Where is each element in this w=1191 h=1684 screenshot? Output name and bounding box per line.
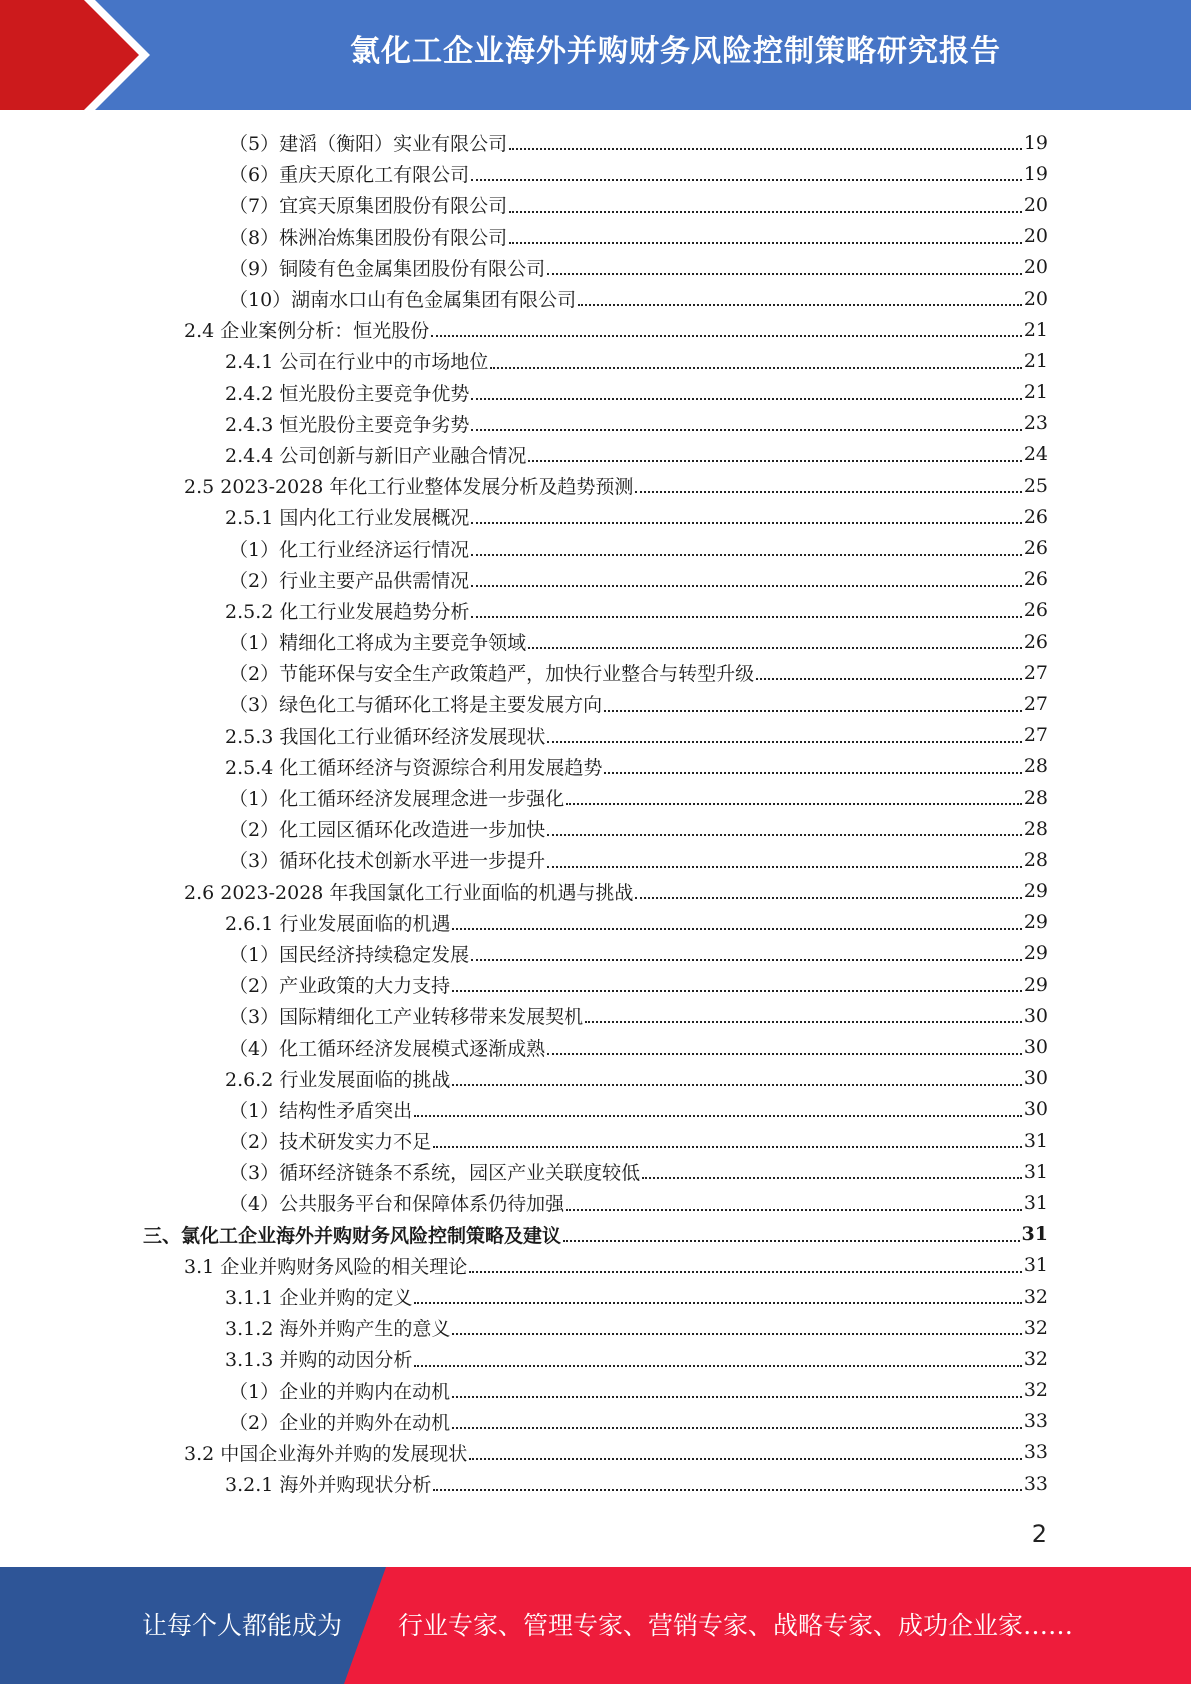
toc-entry-page: 26	[1023, 630, 1048, 653]
toc-entry-title: （1）企业的并购内在动机	[229, 1380, 451, 1403]
toc-entry[interactable]	[0, 688, 1191, 719]
toc-entry-page: 20	[1023, 193, 1048, 216]
toc-entry-page: 19	[1023, 131, 1048, 154]
toc-entry-page: 21	[1023, 349, 1048, 372]
toc-entry-title: （9）铜陵有色金属集团股份有限公司	[229, 257, 546, 280]
toc-entry-page: 24	[1023, 443, 1048, 466]
toc-dot-leader	[433, 1488, 1021, 1491]
toc-dot-leader	[490, 366, 1021, 369]
toc-entry-page: 32	[1023, 1379, 1048, 1402]
toc-entry-title: （2）化工园区循环化改造进一步加快	[229, 819, 546, 842]
toc-entry-page: 29	[1023, 942, 1048, 965]
header-chevron-icon	[0, 0, 140, 110]
toc-entry-title: 3.1.3 并购的动因分析	[225, 1349, 413, 1372]
toc-dot-leader	[452, 1426, 1022, 1429]
toc-entry-title: （6）重庆天原化工有限公司	[229, 164, 470, 187]
toc-entry-title: 3.1.1 企业并购的定义	[225, 1287, 413, 1310]
toc-entry-title: （1）化工循环经济发展理念进一步强化	[229, 788, 565, 811]
toc-entry-page: 31	[1021, 1223, 1048, 1246]
toc-entry[interactable]	[0, 439, 1191, 470]
toc-entry-title: （4）公共服务平台和保障体系仍待加强	[229, 1193, 565, 1216]
toc-entry-title: 3.2.1 海外并购现状分析	[225, 1474, 432, 1497]
toc-entry-page: 19	[1023, 162, 1048, 185]
toc-entry-title: （2）产业政策的大力支持	[229, 975, 451, 998]
toc-entry-title: （7）宜宾天原集团股份有限公司	[229, 195, 508, 218]
toc-entry-title: 2.6.2 行业发展面临的挑战	[225, 1068, 451, 1091]
toc-entry-page: 31	[1023, 1160, 1048, 1183]
page-number: 2	[1031, 1520, 1047, 1548]
toc-entry-page: 30	[1023, 1067, 1048, 1090]
toc-dot-leader	[563, 1239, 1020, 1242]
toc-entry[interactable]	[0, 1219, 1191, 1250]
toc-dot-leader	[604, 771, 1021, 774]
toc-dot-leader	[509, 210, 1022, 213]
toc-entry-page: 32	[1023, 1316, 1048, 1339]
toc-entry-title: （2）节能环保与安全生产政策趋严，加快行业整合与转型升级	[229, 663, 755, 686]
toc-entry-page: 21	[1023, 318, 1048, 341]
toc-dot-leader	[547, 272, 1022, 275]
toc-entry[interactable]	[0, 1406, 1191, 1437]
toc-entry-title: （8）株洲冶炼集团股份有限公司	[229, 226, 508, 249]
toc-entry[interactable]	[0, 1281, 1191, 1312]
toc-entry[interactable]	[0, 626, 1191, 657]
toc-entry[interactable]	[0, 408, 1191, 439]
toc-dot-leader	[547, 833, 1022, 836]
toc-entry[interactable]	[0, 1312, 1191, 1343]
toc-entry-title: （1）国民经济持续稳定发展	[229, 943, 470, 966]
toc-entry-title: （10）湖南水口山有色金属集团有限公司	[229, 289, 577, 312]
toc-dot-leader	[471, 428, 1021, 431]
toc-dot-leader	[547, 740, 1021, 743]
toc-entry-page: 28	[1023, 786, 1048, 809]
toc-entry-title: 2.5 2023-2028 年化工行业整体发展分析及趋势预测	[184, 476, 634, 499]
toc-entry-title: （4）化工循环经济发展模式逐渐成熟	[229, 1037, 546, 1060]
toc-entry-title: 2.4 企业案例分析：恒光股份	[184, 320, 430, 343]
toc-entry-page: 26	[1023, 537, 1048, 560]
toc-dot-leader	[452, 927, 1021, 930]
table-of-contents	[0, 127, 1191, 1499]
toc-entry[interactable]	[0, 1343, 1191, 1374]
toc-dot-leader	[471, 521, 1021, 524]
toc-entry-page: 30	[1023, 1036, 1048, 1059]
toc-entry-title: 2.4.2 恒光股份主要竞争优势	[225, 382, 470, 405]
toc-entry[interactable]	[0, 1000, 1191, 1031]
toc-entry-page: 30	[1023, 1004, 1048, 1027]
toc-entry[interactable]	[0, 158, 1191, 189]
toc-entry[interactable]	[0, 844, 1191, 875]
footer-slogan-left: 让每个人都能成为	[142, 1611, 343, 1640]
toc-entry-page: 30	[1023, 1098, 1048, 1121]
toc-entry[interactable]	[0, 1437, 1191, 1468]
toc-entry-title: （1）化工行业经济运行情况	[229, 538, 470, 561]
toc-dot-leader	[414, 1114, 1022, 1117]
toc-entry[interactable]	[0, 1468, 1191, 1499]
toc-entry[interactable]	[0, 1094, 1191, 1125]
page-footer	[0, 1567, 1191, 1684]
toc-dot-leader	[452, 989, 1022, 992]
toc-dot-leader	[566, 802, 1022, 805]
toc-entry-page: 29	[1023, 911, 1048, 934]
toc-entry-page: 29	[1023, 973, 1048, 996]
toc-entry-page: 21	[1023, 381, 1048, 404]
toc-entry-page: 27	[1023, 692, 1048, 715]
toc-entry[interactable]	[0, 782, 1191, 813]
toc-dot-leader	[642, 1176, 1022, 1179]
toc-entry-title: （2）行业主要产品供需情况	[229, 569, 470, 592]
toc-entry[interactable]	[0, 501, 1191, 532]
toc-entry-page: 23	[1023, 412, 1048, 435]
toc-entry-title: （5）建滔（衡阳）实业有限公司	[229, 133, 508, 156]
toc-entry[interactable]	[0, 189, 1191, 220]
toc-entry-title: （3）国际精细化工产业转移带来发展契机	[229, 1006, 584, 1029]
toc-entry-page: 27	[1023, 724, 1048, 747]
toc-entry-title: 3.2 中国企业海外并购的发展现状	[184, 1442, 468, 1465]
toc-dot-leader	[414, 1364, 1021, 1367]
toc-entry[interactable]	[0, 595, 1191, 626]
toc-dot-leader	[547, 1052, 1022, 1055]
toc-dot-leader	[604, 709, 1022, 712]
toc-dot-leader	[469, 1270, 1022, 1273]
toc-dot-leader	[635, 896, 1021, 899]
toc-entry[interactable]	[0, 813, 1191, 844]
toc-entry-title: 3.1.2 海外并购产生的意义	[225, 1318, 451, 1341]
toc-entry-title: 2.4.1 公司在行业中的市场地位	[225, 351, 489, 374]
toc-entry-page: 28	[1023, 848, 1048, 871]
toc-entry[interactable]	[0, 283, 1191, 314]
toc-dot-leader	[528, 646, 1022, 649]
toc-entry-title: （1）结构性矛盾突出	[229, 1099, 413, 1122]
toc-dot-leader	[578, 303, 1022, 306]
toc-dot-leader	[585, 1020, 1022, 1023]
toc-entry[interactable]	[0, 127, 1191, 158]
toc-dot-leader	[566, 1208, 1022, 1211]
toc-dot-leader	[528, 459, 1021, 462]
toc-dot-leader	[471, 584, 1022, 587]
toc-entry-title: （2）企业的并购外在动机	[229, 1411, 451, 1434]
toc-entry-title: （3）循环化技术创新水平进一步提升	[229, 850, 546, 873]
toc-dot-leader	[469, 1457, 1022, 1460]
toc-entry-page: 20	[1023, 256, 1048, 279]
toc-entry[interactable]	[0, 1125, 1191, 1156]
toc-entry[interactable]	[0, 1031, 1191, 1062]
toc-entry[interactable]	[0, 1156, 1191, 1187]
toc-dot-leader	[756, 677, 1022, 680]
toc-entry-page: 26	[1023, 568, 1048, 591]
toc-entry-page: 32	[1023, 1285, 1048, 1308]
toc-dot-leader	[452, 1332, 1021, 1335]
toc-dot-leader	[471, 553, 1022, 556]
toc-dot-leader	[471, 397, 1021, 400]
toc-entry-title: （3）循环经济链条不系统，园区产业关联度较低	[229, 1162, 641, 1185]
toc-entry[interactable]	[0, 876, 1191, 907]
toc-entry-title: 2.5.3 我国化工行业循环经济发展现状	[225, 725, 546, 748]
toc-dot-leader	[547, 865, 1022, 868]
toc-entry-page: 20	[1023, 287, 1048, 310]
toc-entry-page: 31	[1023, 1254, 1048, 1277]
toc-entry[interactable]	[0, 657, 1191, 688]
toc-entry[interactable]	[0, 1250, 1191, 1281]
toc-entry-page: 29	[1023, 880, 1048, 903]
page-header	[0, 0, 1191, 110]
toc-entry[interactable]	[0, 377, 1191, 408]
toc-entry[interactable]	[0, 907, 1191, 938]
toc-dot-leader	[452, 1395, 1022, 1398]
toc-dot-leader	[635, 490, 1021, 493]
toc-dot-leader	[471, 615, 1021, 618]
toc-entry[interactable]	[0, 314, 1191, 345]
toc-entry-page: 25	[1023, 474, 1048, 497]
toc-entry-page: 31	[1023, 1191, 1048, 1214]
toc-entry[interactable]	[0, 751, 1191, 782]
toc-entry[interactable]	[0, 938, 1191, 969]
toc-entry[interactable]	[0, 969, 1191, 1000]
toc-entry-title: 2.4.3 恒光股份主要竞争劣势	[225, 413, 470, 436]
toc-dot-leader	[471, 958, 1022, 961]
toc-entry-page: 31	[1023, 1129, 1048, 1152]
toc-entry-title: 2.6.1 行业发展面临的机遇	[225, 912, 451, 935]
toc-entry[interactable]	[0, 720, 1191, 751]
toc-entry-title: （3）绿色化工与循环化工将是主要发展方向	[229, 694, 603, 717]
toc-entry-page: 26	[1023, 599, 1048, 622]
toc-entry[interactable]	[0, 532, 1191, 563]
toc-dot-leader	[452, 1083, 1021, 1086]
toc-dot-leader	[509, 147, 1022, 150]
toc-entry-page: 33	[1023, 1441, 1048, 1464]
toc-entry[interactable]	[0, 1187, 1191, 1218]
toc-entry-page: 20	[1023, 225, 1048, 248]
toc-dot-leader	[414, 1301, 1021, 1304]
toc-entry[interactable]	[0, 470, 1191, 501]
toc-entry-title: 2.5.1 国内化工行业发展概况	[225, 507, 470, 530]
toc-dot-leader	[471, 178, 1022, 181]
toc-entry-title: 三、氯化工企业海外并购财务风险控制策略及建议	[143, 1224, 562, 1247]
toc-entry-title: 3.1 企业并购财务风险的相关理论	[184, 1255, 468, 1278]
report-title: 氯化工企业海外并购财务风险控制策略研究报告	[350, 34, 1001, 69]
toc-entry-title: 2.5.2 化工行业发展趋势分析	[225, 600, 470, 623]
toc-entry-title: 2.6 2023-2028 年我国氯化工行业面临的机遇与挑战	[184, 881, 634, 904]
toc-entry-page: 33	[1023, 1472, 1048, 1495]
footer-slogan-right: 行业专家、管理专家、营销专家、战略专家、成功企业家……	[398, 1611, 1074, 1640]
toc-entry-page: 27	[1023, 661, 1048, 684]
toc-entry-title: （2）技术研发实力不足	[229, 1131, 432, 1154]
toc-entry[interactable]	[0, 252, 1191, 283]
toc-dot-leader	[431, 334, 1022, 337]
toc-dot-leader	[433, 1145, 1022, 1148]
toc-entry[interactable]	[0, 221, 1191, 252]
toc-entry-page: 28	[1023, 755, 1048, 778]
toc-entry-title: 2.5.4 化工循环经济与资源综合利用发展趋势	[225, 756, 603, 779]
toc-entry[interactable]	[0, 1063, 1191, 1094]
toc-dot-leader	[509, 241, 1022, 244]
toc-entry[interactable]	[0, 564, 1191, 595]
toc-entry-page: 33	[1023, 1410, 1048, 1433]
toc-entry-page: 32	[1023, 1347, 1048, 1370]
toc-entry-page: 26	[1023, 505, 1048, 528]
toc-entry[interactable]	[0, 345, 1191, 376]
toc-entry-page: 28	[1023, 817, 1048, 840]
toc-entry-title: 2.4.4 公司创新与新旧产业融合情况	[225, 444, 527, 467]
toc-entry[interactable]	[0, 1375, 1191, 1406]
toc-entry-title: （1）精细化工将成为主要竞争领域	[229, 632, 527, 655]
